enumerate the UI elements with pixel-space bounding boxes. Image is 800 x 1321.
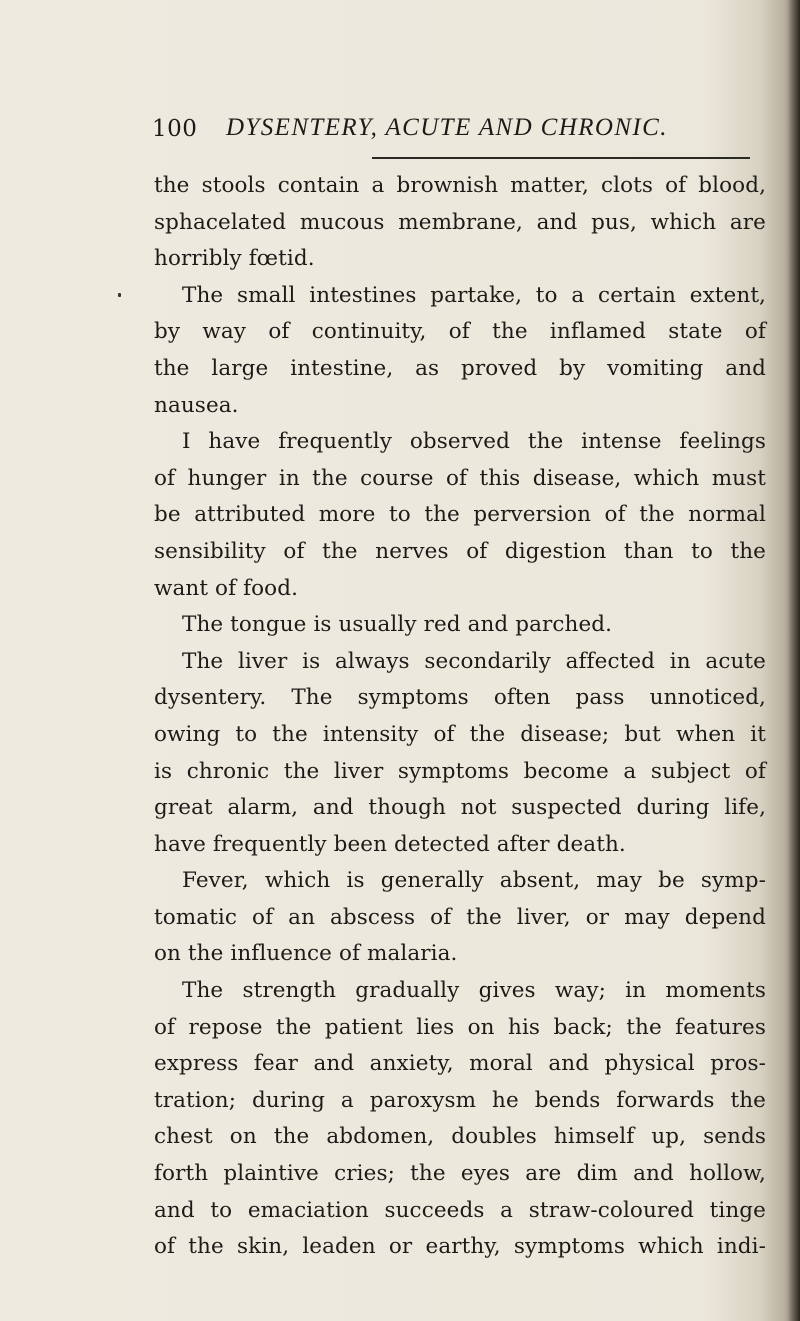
text-line: Fever, which is generally absent, may be symp-: [182, 868, 766, 894]
text-line: on the influence of malaria.: [154, 941, 458, 967]
text-line: I have frequently observed the intense feelings: [182, 429, 766, 455]
text-line: forth plaintive cries; the eyes are dim and hollow,: [154, 1161, 766, 1187]
text-line: The liver is always secondarily affected in acute: [182, 648, 766, 674]
text-line: be attributed more to the perversion of the normal: [154, 502, 766, 528]
text-line: sphacelated mucous membrane, and pus, which are: [154, 209, 766, 235]
text-line: and to emaciation succeeds a straw-coloured tinge: [154, 1197, 766, 1223]
text-line: sensibility of the nerves of digestion than to the: [154, 538, 766, 564]
header-rule: [372, 157, 750, 159]
body-text: [154, 168, 766, 1266]
text-line: The tongue is usually red and parched.: [182, 612, 613, 638]
text-line: great alarm, and though not suspected during life,: [154, 795, 766, 821]
running-title: DYSENTERY, ACUTE AND CHRONIC.: [226, 114, 668, 141]
text-line: nausea.: [154, 392, 239, 418]
page-number: 100: [152, 116, 198, 142]
text-line: The strength gradually gives way; in moments: [182, 978, 766, 1004]
text-line: have frequently been detected after death.: [154, 831, 626, 857]
text-line: of the skin, leaden or earthy, symptoms which indi-: [154, 1234, 766, 1260]
margin-mark: [118, 293, 121, 297]
text-line: is chronic the liver symptoms become a subject of: [154, 758, 766, 784]
text-line: of hunger in the course of this disease, which must: [154, 465, 766, 491]
page-edge-shadow: [788, 0, 800, 1321]
page-header: [152, 114, 752, 154]
text-line: the large intestine, as proved by vomiting and: [154, 355, 766, 381]
text-line: dysentery. The symptoms often pass unnoticed,: [154, 685, 766, 711]
text-line: by way of continuity, of the inflamed state of: [154, 319, 766, 345]
text-line: chest on the abdomen, doubles himself up, sends: [154, 1124, 766, 1150]
text-line: the stools contain a brownish matter, clots of blood,: [154, 173, 766, 198]
text-line: owing to the intensity of the disease; but when it: [154, 721, 766, 747]
text-line: The small intestines partake, to a certain extent,: [182, 282, 766, 308]
text-line: express fear and anxiety, moral and physical pros-: [154, 1051, 766, 1077]
text-line: tration; during a paroxysm he bends forwards the: [154, 1087, 766, 1113]
text-line: tomatic of an abscess of the liver, or may depend: [154, 904, 766, 930]
text-line: want of food.: [154, 575, 299, 601]
text-line: of repose the patient lies on his back; the features: [154, 1014, 766, 1040]
text-line: horribly fœtid.: [154, 246, 315, 272]
